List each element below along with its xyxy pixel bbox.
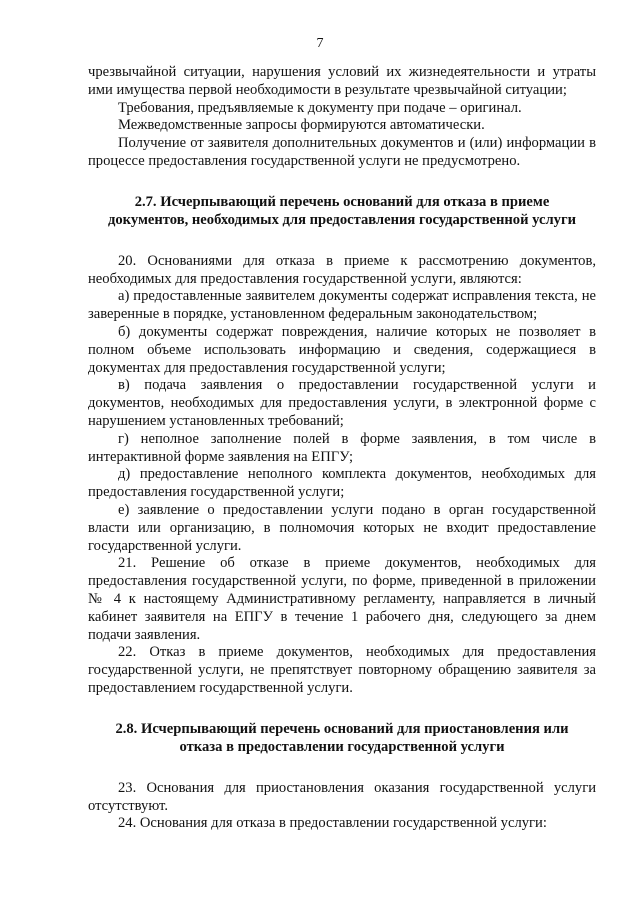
list-item-g: г) неполное заполнение полей в форме заявления, в том числе в интерактивной форме заявления на ЕПГУ; <box>88 430 596 465</box>
paragraph-requirements: Требования, предъявляемые к документу при подаче – оригинал. <box>118 99 522 116</box>
page-content <box>88 64 596 833</box>
paragraph-interagency-requests: Межведомственные запросы формируются автоматически. <box>118 117 485 134</box>
list-item-v: в) подача заявления о предоставлении государственной услуги и документов, необходимых для предоставления услуги, в электронной форме с нарушением установленных требований; <box>88 377 596 429</box>
section-heading-2-7-line1: 2.7. Исчерпывающий перечень оснований для отказа в приеме <box>134 193 550 210</box>
section-heading-2-7 <box>88 193 596 229</box>
section-heading-2-7-line2: документов, необходимых для предоставления государственной услуги <box>108 211 576 228</box>
paragraph-additional-documents: Получение от заявителя дополнительных документов и (или) информации в процессе предоставления государственной услуги не предусмотрено. <box>88 135 596 169</box>
paragraph-21: 21. Решение об отказе в приеме документов, необходимых для предоставления государственной услуги, по форме, приведенной в приложении № 4 к настоящему Административному регламенту, направляется в личный кабинет заявителя на ЕПГУ в течение 1 рабочего дня, следующего за днем подачи заявления. <box>88 555 596 643</box>
paragraph-23: 23. Основания для приостановления оказания государственной услуги отсутствуют. <box>88 779 596 814</box>
list-item-d: д) предоставление неполного комплекта документов, необходимых для предоставления государственной услуги; <box>88 466 596 501</box>
list-item-b: б) документы содержат повреждения, наличие которых не позволяет в полном объеме использовать информацию и сведения, содержащиеся в документах для предоставления государственной услуги; <box>88 323 596 376</box>
paragraph-24: 24. Основания для отказа в предоставлении государственной услуги: <box>118 815 547 832</box>
page-number: 7 <box>316 36 324 51</box>
section-heading-2-8-line1: 2.8. Исчерпывающий перечень оснований для приостановления или <box>115 720 569 737</box>
list-item-a: а) предоставленные заявителем документы содержат исправления текста, не заверенные в порядке, установленном федеральным законодательством; <box>88 288 596 323</box>
section-heading-2-8 <box>88 720 596 756</box>
paragraph-20: 20. Основаниями для отказа в приеме к рассмотрению документов, необходимых для предоставления государственной услуги, являются: <box>88 252 596 287</box>
list-item-e: е) заявление о предоставлении услуги подано в орган государственной власти или организацию, в полномочия которых не входит предоставление государственной услуги. <box>88 501 596 554</box>
paragraph-22: 22. Отказ в приеме документов, необходимых для предоставления государственной услуги, не препятствует повторному обращению заявителя за предоставлением государственной услуги. <box>88 644 596 696</box>
paragraph-continuation: чрезвычайной ситуации, нарушения условий их жизнедеятельности и утраты ими имущества первой необходимости в результате чрезвычайной ситуации; <box>88 64 596 98</box>
section-heading-2-8-line2: отказа в предоставлении государственной услуги <box>179 738 505 755</box>
